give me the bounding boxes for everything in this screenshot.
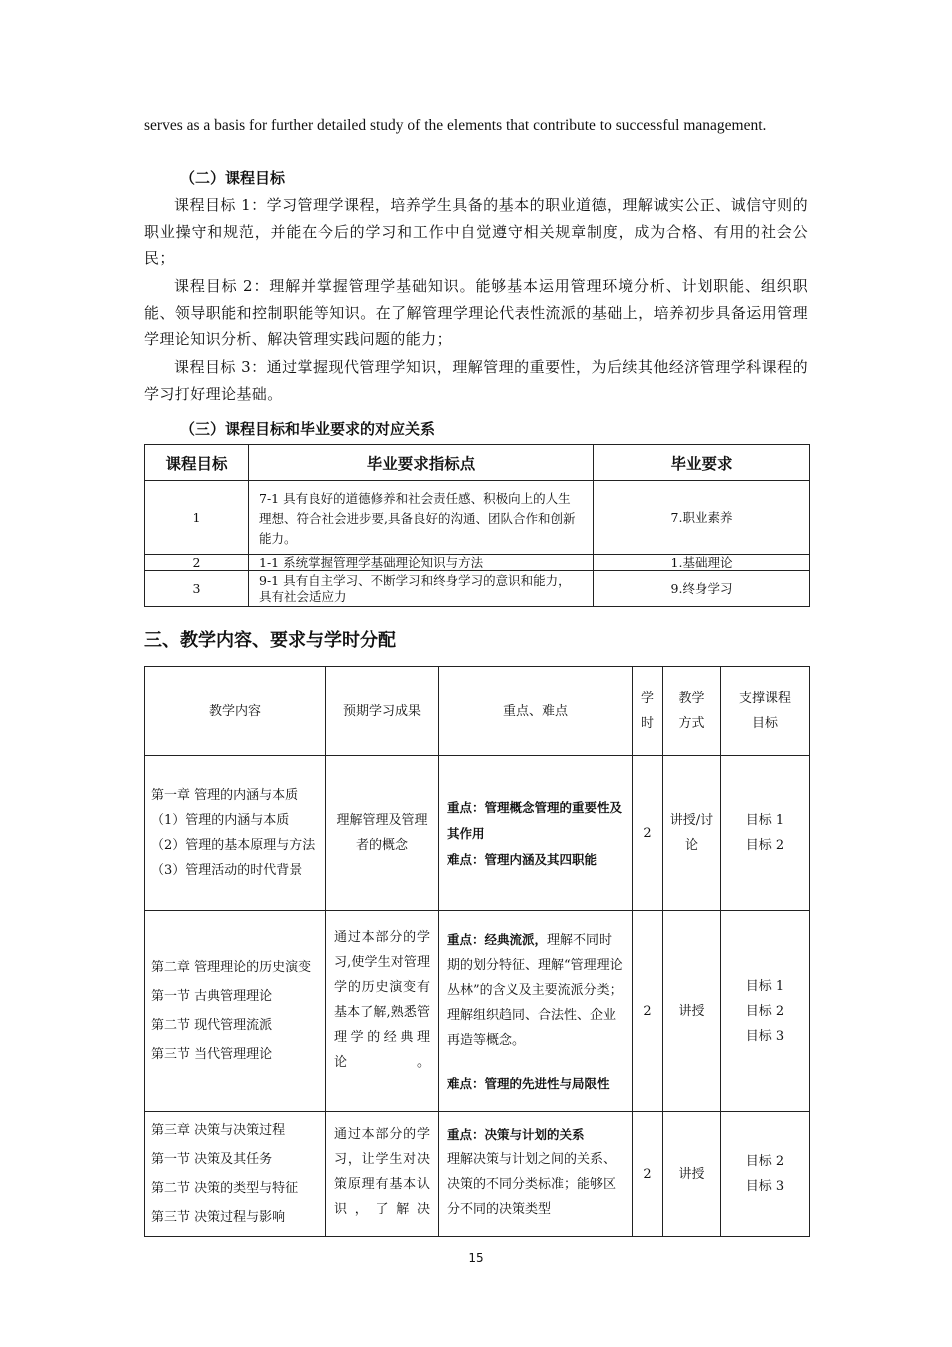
key-points-cell: 重点：管理概念管理的重要性及其作用 难点：管理内涵及其四职能 bbox=[439, 756, 633, 911]
goal-cell: 1 bbox=[145, 481, 249, 555]
goal-paragraph-2: 课程目标 2：理解并掌握管理学基础知识。能够基本运用管理环境分析、计划职能、组织职能、领导职能和控制职能等知识。在了解管理学理论代表性流派的基础上，培养初步具备运用管理学理论知识分析、解决管理实践问题的能力； bbox=[144, 277, 808, 348]
key-points-cell: 重点：经典流派，理解不同时期的划分特征、理解“管理理论丛林”的含义及主要流派分类；理解组织趋同、合法性、企业再造等概念。 难点：管理的先进性与局限性 bbox=[439, 911, 633, 1112]
method-cell: 讲授 bbox=[663, 1112, 721, 1237]
content-cell: 第三章 决策与决策过程 第一节 决策及其任务 第二节 决策的类型与特征 第三节 决策过程与影响 bbox=[145, 1112, 326, 1237]
indicator-cell: 1-1 系统掌握管理学基础理论知识与方法 bbox=[249, 555, 594, 571]
table-header-row bbox=[145, 445, 810, 481]
header-content: 教学内容 bbox=[145, 667, 326, 756]
goal-cell: 3 bbox=[145, 571, 249, 607]
hours-cell: 2 bbox=[633, 911, 663, 1112]
goals-cell: 目标 2 目标 3 bbox=[721, 1112, 810, 1237]
outcome-cell: 通过本部分的学习，让学生对决策原理有基本认识，了解决 bbox=[326, 1112, 439, 1237]
table-row bbox=[145, 1112, 810, 1237]
table-row bbox=[145, 555, 810, 571]
goal-requirement-table bbox=[144, 444, 810, 607]
header-requirement: 毕业要求 bbox=[594, 445, 810, 481]
outcome-cell: 理解管理及管理者的概念 bbox=[326, 756, 439, 911]
hours-cell: 2 bbox=[633, 1112, 663, 1237]
header-outcome: 预期学习成果 bbox=[326, 667, 439, 756]
header-indicator: 毕业要求指标点 bbox=[249, 445, 594, 481]
page-number: 15 bbox=[468, 1251, 484, 1265]
header-goals: 支撑课程 目标 bbox=[721, 667, 810, 756]
content-cell: 第一章 管理的内涵与本质 （1）管理的内涵与本质 （2）管理的基本原理与方法 （3）管理活动的时代背景 bbox=[145, 756, 326, 911]
hours-cell: 2 bbox=[633, 756, 663, 911]
section-mapping-heading: （三）课程目标和毕业要求的对应关系 bbox=[180, 420, 436, 438]
table-row bbox=[145, 756, 810, 911]
goal-paragraph-3: 课程目标 3：通过掌握现代管理学知识，理解管理的重要性，为后续其他经济管理学科课程的学习打好理论基础。 bbox=[144, 358, 808, 403]
requirement-cell: 7.职业素养 bbox=[594, 481, 810, 555]
method-cell: 讲授/讨论 bbox=[663, 756, 721, 911]
indicator-cell: 7-1 具有良好的道德修养和社会责任感、积极向上的人生理想、符合社会进步要,具备良好的沟通、团队合作和创新能力。 bbox=[249, 481, 594, 555]
key-points-cell: 重点：决策与计划的关系 理解决策与计划之间的关系、决策的不同分类标准；能够区分不同的决策类型 bbox=[439, 1112, 633, 1237]
header-course-goal: 课程目标 bbox=[145, 445, 249, 481]
method-cell: 讲授 bbox=[663, 911, 721, 1112]
table-row bbox=[145, 911, 810, 1112]
intro-paragraph: serves as a basis for further detailed study of the elements that contribute to successful management. bbox=[144, 117, 767, 134]
teaching-content-table bbox=[144, 666, 810, 1237]
goal-cell: 2 bbox=[145, 555, 249, 571]
requirement-cell: 1.基础理论 bbox=[594, 555, 810, 571]
content-cell: 第二章 管理理论的历史演变 第一节 古典管理理论 第二节 现代管理流派 第三节 当代管理理论 bbox=[145, 911, 326, 1112]
header-hours: 学 时 bbox=[633, 667, 663, 756]
table-row bbox=[145, 571, 810, 607]
table-row bbox=[145, 481, 810, 555]
table-header-row bbox=[145, 667, 810, 756]
main-section-heading: 三、教学内容、要求与学时分配 bbox=[144, 630, 396, 651]
indicator-cell: 9-1 具有自主学习、不断学习和终身学习的意识和能力，具有社会适应力 bbox=[249, 571, 594, 607]
goal-paragraph-1: 课程目标 1：学习管理学课程，培养学生具备的基本的职业道德，理解诚实公正、诚信守则的职业操守和规范，并能在今后的学习和工作中自觉遵守相关规章制度，成为合格、有用的社会公民； bbox=[144, 196, 808, 267]
header-key-points: 重点、难点 bbox=[439, 667, 633, 756]
goals-cell: 目标 1 目标 2 bbox=[721, 756, 810, 911]
outcome-cell: 通过本部分的学习,使学生对管理学的历史演变有基本了解,熟悉管理学的经典理论。 bbox=[326, 911, 439, 1112]
header-method: 教学 方式 bbox=[663, 667, 721, 756]
goals-cell: 目标 1 目标 2 目标 3 bbox=[721, 911, 810, 1112]
requirement-cell: 9.终身学习 bbox=[594, 571, 810, 607]
section-goals-heading: （二）课程目标 bbox=[180, 169, 286, 187]
